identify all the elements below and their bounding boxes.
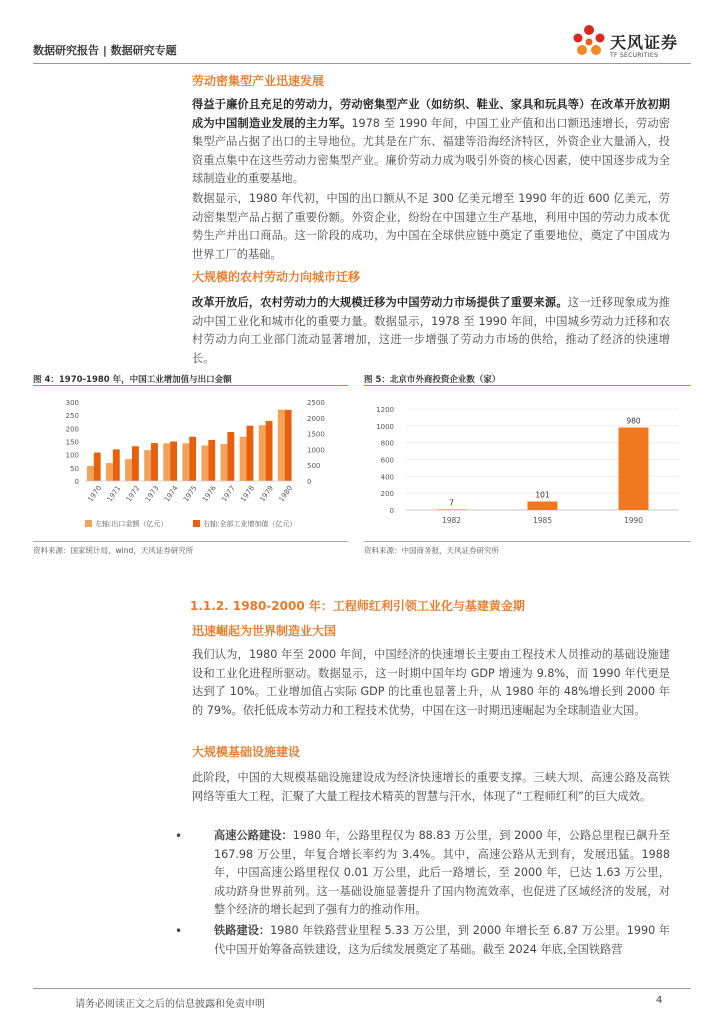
x-axis-tick-label: 1970 (86, 484, 104, 504)
y-axis-tick-label: 0 (389, 507, 394, 515)
right-axis-tick-label: 2000 (307, 414, 325, 423)
x-axis-tick-label: 1979 (258, 484, 276, 504)
x-axis-tick-label: 1976 (201, 484, 218, 504)
paragraph-s2-p1-rest: 这一迁移现象成为推动中国工业化和城市化的重要力量。数据显示，1978 至 1990 年间，中国城乡劳动力迁移和农村劳动力向工业部门流动显著增加，这进一步增强了劳动力市场的供给，推动了经济的快速增长。 (192, 296, 670, 365)
bar-export-value (201, 445, 208, 481)
y-axis-tick-label: 200 (380, 490, 394, 499)
section-title-rural-migration: 大规模的农村劳动力向城市迁移 (192, 270, 361, 284)
bar-industrial-value-added (132, 446, 139, 481)
x-axis-tick-label: 1974 (162, 484, 180, 504)
left-axis-tick-label: 150 (65, 438, 79, 447)
figure-4-title: 图 4：1970-1980 年，中国工业增加值与出口金额 (33, 375, 232, 385)
bar-industrial-value-added (189, 437, 196, 481)
bar-export-value (87, 466, 94, 481)
figure-5-bottom-rule (364, 541, 691, 542)
right-axis-tick-label: 1000 (307, 446, 325, 455)
x-axis-tick-label: 1971 (105, 484, 123, 504)
figure-5-top-rule (364, 385, 691, 386)
x-axis-tick-label: 1978 (239, 484, 257, 504)
paragraph-railway-bold: 铁路建设： (214, 924, 271, 937)
bar-industrial-value-added (266, 421, 273, 481)
legend-swatch-industrial (193, 520, 200, 527)
y-axis-tick-label: 600 (380, 456, 394, 465)
bar-industrial-value-added (285, 410, 292, 481)
bar-industrial-value-added (113, 449, 120, 481)
y-axis-tick-label: 1200 (376, 406, 394, 414)
data-label: 980 (626, 416, 641, 426)
bar-enterprise-count (437, 509, 467, 510)
bar-industrial-value-added (227, 432, 234, 481)
footer-disclaimer: 请务必阅读正文之后的信息披露和免责申明 (75, 999, 265, 1010)
paragraph-s2-p1-bold: 改革开放后，农村劳动力的大规模迁移为中国劳动力市场提供了重要来源。 (192, 296, 568, 309)
section-title-labor-intensive: 劳动密集型产业迅速发展 (192, 74, 325, 88)
report-header-title: 数据研究报告 | 数据研究专题 (33, 44, 177, 57)
data-label: 7 (449, 498, 454, 508)
bar-export-value (182, 443, 189, 481)
right-axis-tick-label: 0 (307, 478, 312, 486)
logo-subtitle: TF SECURITIES (610, 52, 659, 59)
legend-swatch-export (85, 520, 92, 527)
legend-label-export: 左轴:出口金额（亿元） (95, 520, 168, 528)
figure-4-top-rule (33, 385, 348, 386)
right-axis-tick-label: 1500 (307, 430, 325, 439)
bar-enterprise-count (619, 428, 649, 510)
y-axis-tick-label: 800 (380, 439, 394, 448)
paragraph-railway-rest: 1980 年铁路营业里程 5.33 万公里，到 2000 年增长至 6.87 万公里。1990 年代中国开始筹备高铁建设，这为后续发展奠定了基础。截至 2024 年底,全国铁路营 (214, 924, 670, 956)
left-axis-tick-label: 0 (74, 478, 79, 486)
bar-export-value (163, 443, 170, 481)
x-axis-tick-label: 1977 (220, 484, 237, 504)
bar-industrial-value-added (247, 426, 254, 481)
paragraph-highway-bold: 高速公路建设： (214, 829, 293, 842)
y-axis-tick-label: 400 (380, 473, 394, 482)
bar-export-value (240, 437, 247, 481)
logo-mark-icon (570, 22, 608, 62)
figure-4-bottom-rule (33, 541, 348, 542)
right-axis-tick-label: 500 (307, 462, 321, 471)
y-axis-tick-label: 1000 (376, 422, 394, 431)
paragraph-railway (214, 922, 670, 959)
figure-4-chart (33, 388, 348, 538)
bar-industrial-value-added (208, 440, 215, 481)
figure-5-title: 图 5：北京市外商投资企业数（家） (364, 375, 501, 385)
page-number: 4 (656, 995, 663, 1006)
right-axis-tick-label: 2500 (307, 399, 325, 407)
figure-5-chart (364, 388, 691, 538)
x-axis-tick-label: 1990 (623, 516, 644, 525)
paragraph-s1-p1-bold: 得益于廉价且充足的劳动力，劳动密集型产业（如纺织、鞋业、家具和玩具等）在改革开放初期成为中国制造业发展的主力军。 (192, 98, 670, 130)
bar-export-value (278, 410, 285, 481)
figure-5-source: 资料来源：中国商务报，天风证券研究所 (364, 546, 499, 555)
bullet-railway: • (175, 924, 183, 938)
x-axis-tick-label: 1982 (441, 516, 462, 525)
section-title-manufacturing-power: 迅速崛起为世界制造业大国 (192, 624, 337, 638)
left-axis-tick-label: 250 (65, 412, 79, 421)
left-axis-tick-label: 300 (65, 399, 79, 407)
footer-rule (33, 988, 691, 989)
bar-industrial-value-added (170, 442, 177, 482)
bar-export-value (221, 444, 228, 481)
section-title-infrastructure: 大规模基础设施建设 (192, 745, 301, 759)
paragraph-s1-p1-rest: 1978 至 1990 年间，中国工业产值和出口额迅速增长，劳动密集型产品占据了出口的主导地位。尤其是在广东、福建等沿海经济特区，外资企业大量涌入，投资重点集中在这些劳动力密集型产业。廉价劳动力成为吸引外资的核心因素，使中国逐步成为全球制造业的重要基地。 (192, 116, 670, 185)
bar-export-value (125, 459, 132, 481)
data-label: 101 (535, 490, 550, 500)
paragraph-highway (214, 827, 670, 920)
left-axis-tick-label: 200 (65, 425, 79, 434)
x-axis-tick-label: 1975 (181, 484, 199, 504)
bar-export-value (144, 450, 151, 481)
bar-export-value (259, 425, 266, 481)
figure-4-source: 资料来源：国家统计局，wind，天风证券研究所 (33, 546, 194, 555)
logo-name: 天风证券 (610, 33, 679, 52)
bullet-highway: • (175, 829, 183, 843)
x-axis-tick-label: 1972 (124, 484, 142, 504)
x-axis-tick-label: 1980 (277, 484, 295, 504)
bar-enterprise-count (528, 501, 558, 510)
paragraph-s2-p1 (192, 294, 670, 368)
header-rule (33, 63, 691, 64)
paragraph-highway-rest: 1980 年，公路里程仅为 88.83 万公里，到 2000 年，公路总里程已飙升至 167.98 万公里，年复合增长率约为 3.4%。其中，高速公路从无到有，发展迅猛。1988 年，中国高速公路里程仅 0.01 万公里，此后一路增长，至 2000 年，已达 1.63 万公里，成功跻身世界前列。这一基础设施显著提升了国内物流效率，也促进了区域经济的发展，对整个经济的增长起到了强有力的推动作用。 (214, 829, 670, 916)
bar-industrial-value-added (151, 443, 158, 481)
x-axis-tick-label: 1973 (143, 484, 161, 504)
left-axis-tick-label: 50 (70, 464, 79, 473)
x-axis-tick-label: 1985 (532, 516, 553, 525)
bar-industrial-value-added (94, 453, 101, 481)
paragraph-s1-p1 (192, 96, 670, 189)
left-axis-tick-label: 100 (65, 451, 79, 460)
bar-export-value (106, 463, 113, 481)
subsection-title-1-1-2: 1.1.2. 1980-2000 年：工程师红利引领工业化与基建黄金期 (190, 599, 525, 613)
paragraph-s1-p2: 数据显示，1980 年代初，中国的出口额从不足 300 亿美元增至 1990 年的近 600 亿美元，劳动密集型产品占据了重要份额。外资企业，纷纷在中国建立生产基地，利用中国的劳动力成本优势生产并出口商品。这一阶段的成功，为中国在全球供应链中奠定了重要地位，奠定了中国成为世界工厂的基础。 (192, 192, 670, 261)
company-logo (570, 22, 700, 62)
paragraph-s5-p1: 此阶段，中国的大规模基础设施建设成为经济快速增长的重要支撑。三峡大坝、高速公路及高铁网络等重大工程，汇聚了大量工程技术精英的智慧与汗水，体现了“工程师红利”的巨大成效。 (192, 771, 670, 803)
paragraph-s4-p1: 我们认为，1980 年至 2000 年间，中国经济的快速增长主要由工程技术人员推动的基础设施建设和工业化进程所驱动。数据显示，这一时期中国年均 GDP 增速为 9.8%，而 1990 年代更是达到了 10%。工业增加值占实际 GDP 的比重也显著上升，从 1980 年的 48%增长到 2000 年的 79%。依托低成本劳动力和工程技术优势，中国在这一时期迅速崛起为全球制造业大国。 (192, 648, 670, 717)
legend-label-industrial: 右轴:全部工业增加值（亿元） (203, 520, 297, 528)
